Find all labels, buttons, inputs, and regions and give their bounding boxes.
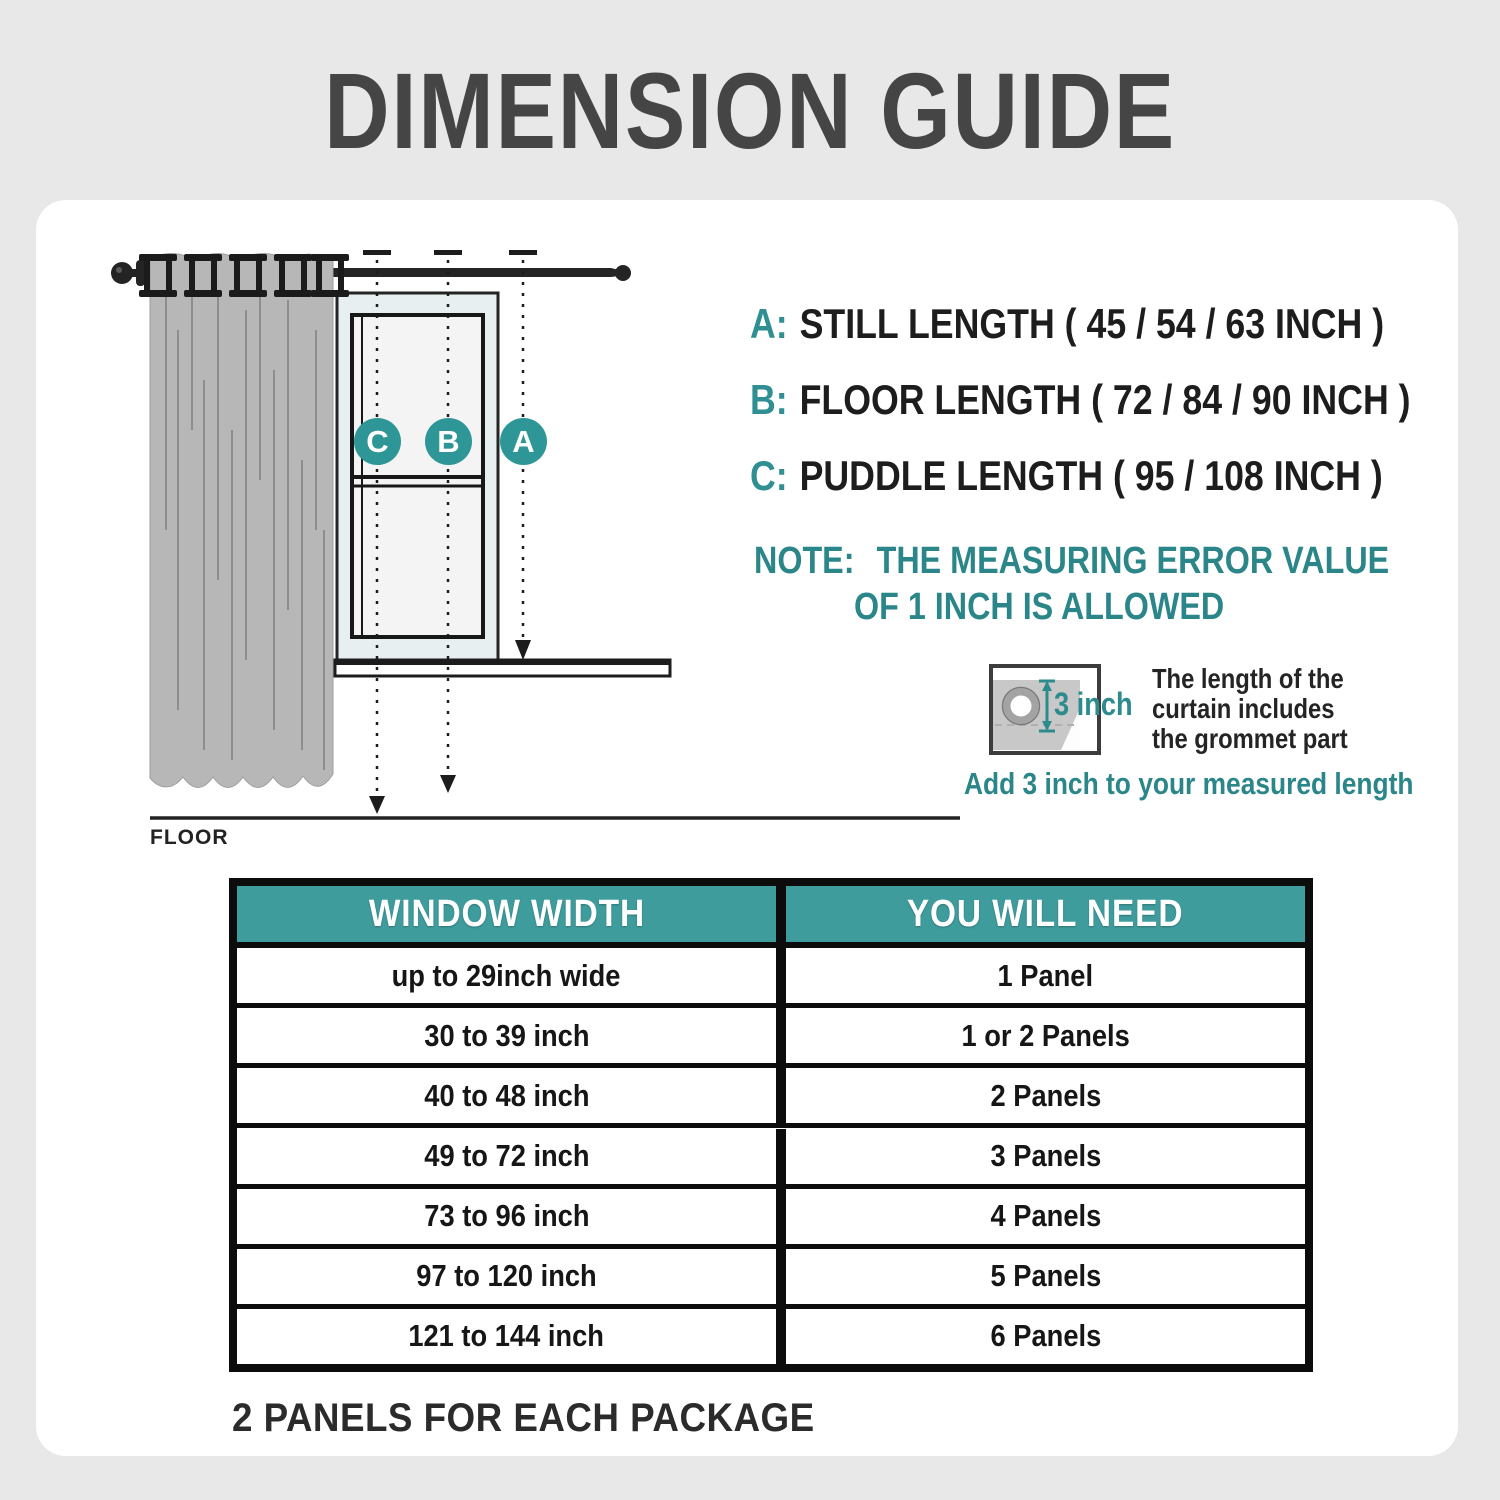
badge-c	[354, 418, 401, 465]
table-cell-need-0: 1 Panel	[786, 948, 1305, 1008]
add-three-inch-tip	[964, 766, 1493, 802]
spec-c-key: C:	[750, 452, 788, 499]
spec-a-key: A:	[750, 300, 788, 347]
page-title-text: DIMENSION GUIDE	[324, 50, 1176, 171]
panel-size-table	[229, 878, 1313, 1372]
window-illustration	[335, 293, 670, 676]
spec-a-text: STILL LENGTH ( 45 / 54 / 63 INCH )	[799, 300, 1385, 347]
badge-c-letter: C	[366, 423, 389, 459]
table-header-you-will-need: YOU WILL NEED	[786, 886, 1305, 948]
table-cell-width-6: 121 to 144 inch	[237, 1309, 786, 1364]
table-cell-width-0: up to 29inch wide	[237, 948, 786, 1008]
package-note-text: 2 PANELS FOR EACH PACKAGE	[232, 1396, 815, 1440]
note-line-2	[854, 586, 1290, 629]
table-cell-need-3: 3 Panels	[786, 1129, 1305, 1189]
note-label: NOTE:	[754, 540, 855, 582]
grommet-ring	[1007, 692, 1035, 720]
spec-line-c	[750, 452, 1494, 500]
table-cell-need-4: 4 Panels	[786, 1189, 1305, 1249]
add-three-inch-tip-text: Add 3 inch to your measured length	[964, 766, 1414, 801]
grommet-measure-text: 3 inch	[1054, 686, 1133, 722]
spec-c-text: PUDDLE LENGTH ( 95 / 108 INCH )	[799, 452, 1383, 499]
page-title	[0, 36, 1500, 186]
table-cell-width-4: 73 to 96 inch	[237, 1189, 786, 1249]
grommet-measure-label	[1054, 686, 1146, 723]
grommet-caption-line1: The length of the	[1152, 663, 1344, 694]
badge-a-letter: A	[512, 423, 535, 459]
spec-b-text: FLOOR LENGTH ( 72 / 84 / 90 INCH )	[799, 376, 1411, 423]
table-cell-width-2: 40 to 48 inch	[237, 1068, 786, 1128]
spec-line-a	[750, 300, 1496, 348]
arrow-c	[369, 796, 385, 814]
arrow-a	[515, 640, 531, 660]
spec-b-key: B:	[750, 376, 788, 423]
table-cell-width-3: 49 to 72 inch	[237, 1129, 786, 1189]
grommet-caption-line3: the grommet part	[1152, 723, 1348, 754]
grommet-caption-line2: curtain includes	[1152, 693, 1335, 724]
arrow-b	[440, 775, 456, 793]
table-cell-width-1: 30 to 39 inch	[237, 1008, 786, 1068]
table-cell-width-5: 97 to 120 inch	[237, 1249, 786, 1309]
content-card	[36, 200, 1458, 1456]
table-cell-need-5: 5 Panels	[786, 1249, 1305, 1309]
table-cell-need-1: 1 or 2 Panels	[786, 1008, 1305, 1068]
note-text-2: OF 1 INCH IS ALLOWED	[854, 586, 1225, 628]
badge-a	[500, 418, 547, 465]
spec-line-b	[750, 376, 1500, 424]
note-line-1	[754, 540, 1500, 583]
table-cell-need-6: 6 Panels	[786, 1309, 1305, 1364]
grommet-caption	[1152, 664, 1382, 754]
badge-b-letter: B	[437, 423, 460, 459]
note-text-1: THE MEASURING ERROR VALUE	[876, 540, 1390, 582]
floor-label: FLOOR	[150, 826, 229, 849]
badge-b	[425, 418, 472, 465]
package-note	[232, 1396, 865, 1441]
table-header-window-width: WINDOW WIDTH	[237, 886, 786, 948]
table-cell-need-2: 2 Panels	[786, 1068, 1305, 1128]
curtain-panel	[139, 254, 349, 788]
